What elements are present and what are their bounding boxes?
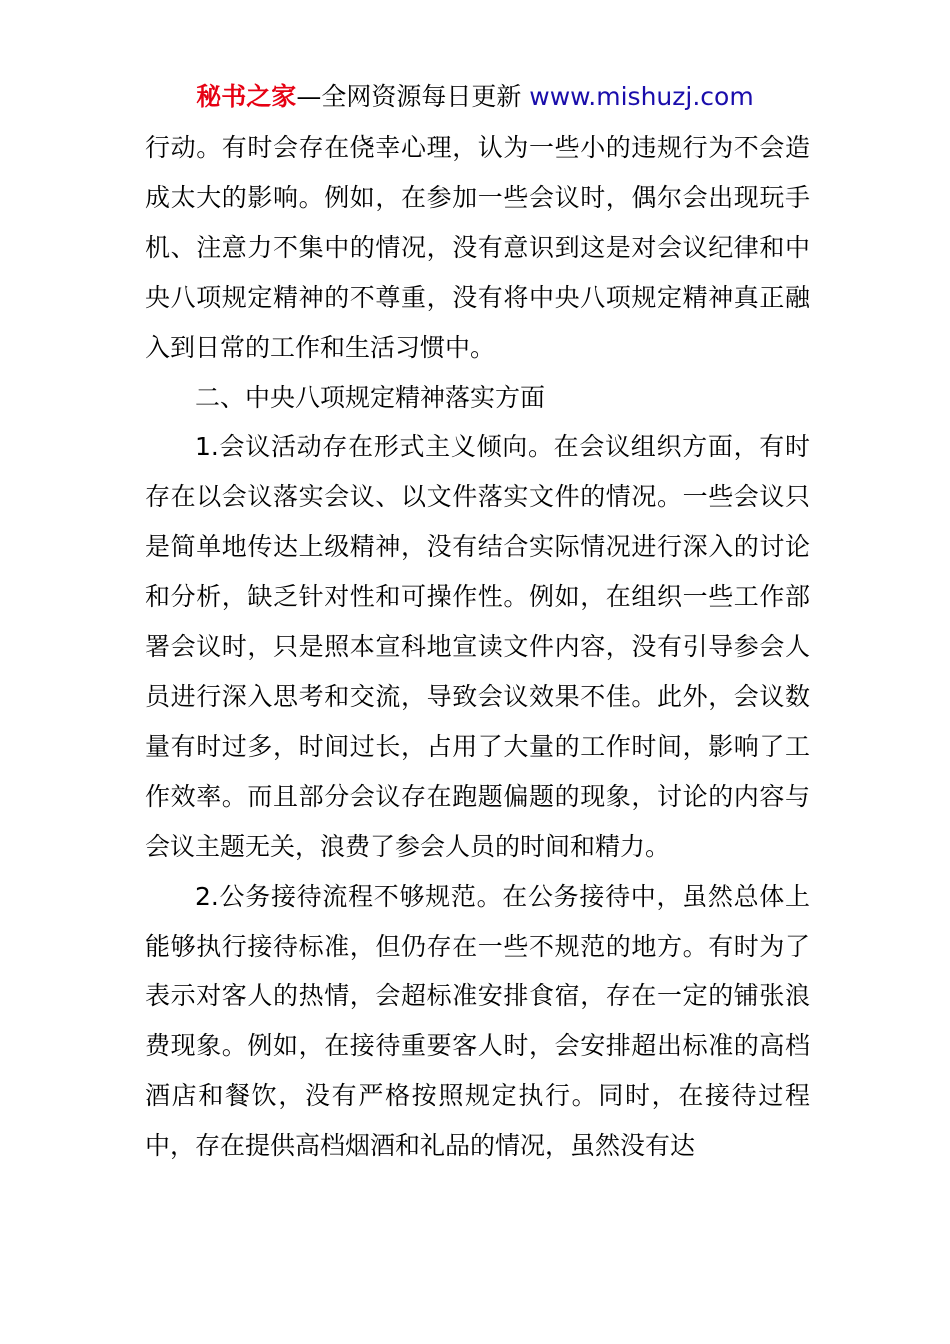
document-body [145, 123, 810, 1171]
site-url-link[interactable]: www.mishuzj.com [529, 82, 754, 111]
site-header [0, 82, 950, 112]
paragraph-item-1: 1.会议活动存在形式主义倾向。在会议组织方面，有时存在以会议落实会议、以文件落实文件的情况。一些会议只是简单地传达上级精神，没有结合实际情况进行深入的讨论和分析，缺乏针对性和可操作性。例如，在组织一些工作部署会议时，只是照本宣科地宣读文件内容，没有引导参会人员进行深入思考和交流，导致会议效果不佳。此外，会议数量有时过多，时间过长，占用了大量的工作时间，影响了工作效率。而且部分会议存在跑题偏题的现象，讨论的内容与会议主题无关，浪费了参会人员的时间和精力。 [145, 432, 810, 861]
paragraph-continuation: 行动。有时会存在侥幸心理，认为一些小的违规行为不会造成太大的影响。例如，在参加一些会议时，偶尔会出现玩手机、注意力不集中的情况，没有意识到这是对会议纪律和中央八项规定精神的不尊重，没有将中央八项规定精神真正融入到日常的工作和生活习惯中。 [145, 133, 810, 362]
header-tagline: —全网资源每日更新 [296, 82, 530, 111]
section-heading: 二、中央八项规定精神落实方面 [195, 382, 546, 412]
brand-name: 秘书之家 [196, 82, 297, 111]
paragraph-item-2: 2.公务接待流程不够规范。在公务接待中，虽然总体上能够执行接待标准，但仍存在一些不规范的地方。有时为了表示对客人的热情，会超标准安排食宿，存在一定的铺张浪费现象。例如，在接待重要客人时，会安排超出标准的高档酒店和餐饮，没有严格按照规定执行。同时，在接待过程中，存在提供高档烟酒和礼品的情况，虽然没有达 [145, 881, 810, 1161]
